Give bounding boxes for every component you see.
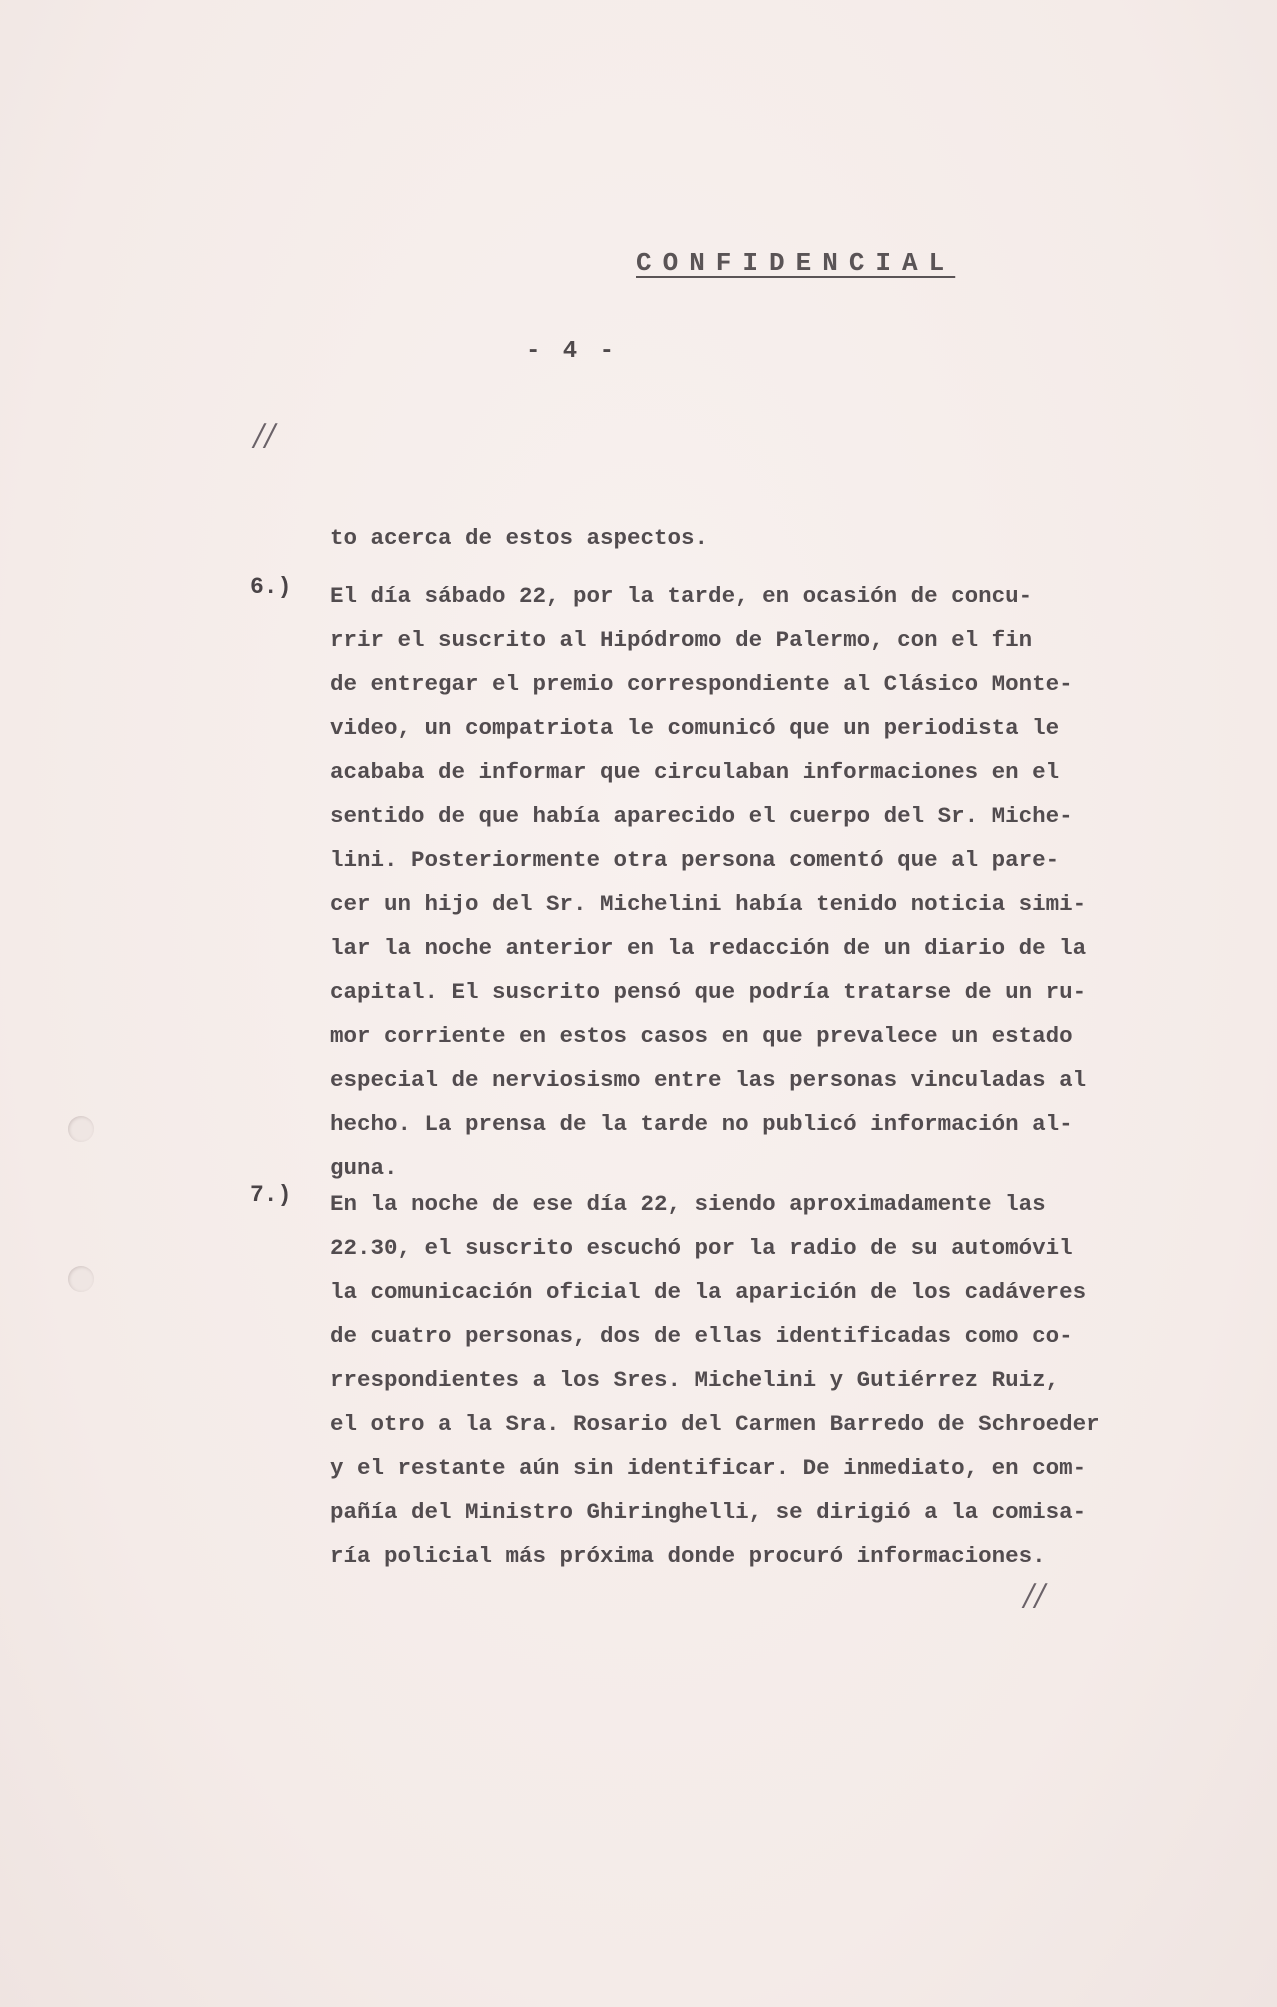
paragraph-number-7: 7.): [250, 1182, 292, 1208]
paragraph-number-6: 6.): [250, 574, 292, 600]
text-line: y el restante aún sin identificar. De inmediato, en com-: [330, 1455, 1087, 1481]
text-line: ría policial más próxima donde procuró informaciones.: [330, 1543, 1046, 1569]
text-line: la comunicación oficial de la aparición de los cadáveres: [330, 1279, 1087, 1305]
text-line: mor corriente en estos casos en que prevalece un estado: [330, 1023, 1073, 1049]
text-line: rrespondientes a los Sres. Michelini y Gutiérrez Ruiz,: [330, 1367, 1060, 1393]
text-line: el otro a la Sra. Rosario del Carmen Barredo de Schroeder: [330, 1411, 1100, 1437]
continuation-mark-bottom: //: [1024, 1578, 1047, 1613]
text-line: capital. El suscrito pensó que podría tratarse de un ru-: [330, 979, 1087, 1005]
continuation-mark-top: //: [254, 418, 277, 453]
punch-hole-lower: [68, 1266, 94, 1292]
text-line: de entregar el premio correspondiente al Clásico Monte-: [330, 671, 1073, 697]
continuation-line: [330, 516, 1150, 560]
text-line: pañía del Ministro Ghiringhelli, se dirigió a la comisa-: [330, 1499, 1087, 1525]
text-line: de cuatro personas, dos de ellas identificadas como co-: [330, 1323, 1073, 1349]
text-line: En la noche de ese día 22, siendo aproximadamente las: [330, 1191, 1046, 1217]
text-line: especial de nerviosismo entre las personas vinculadas al: [330, 1067, 1087, 1093]
text-line: lini. Posteriormente otra persona comentó que al pare-: [330, 847, 1060, 873]
paragraph-6: [330, 574, 1150, 1190]
page-number: - 4 -: [526, 338, 619, 365]
text-line: sentido de que había aparecido el cuerpo del Sr. Miche-: [330, 803, 1073, 829]
punch-hole-upper: [68, 1116, 94, 1142]
text-line: to acerca de estos aspectos.: [330, 525, 709, 551]
text-line: El día sábado 22, por la tarde, en ocasión de concu-: [330, 583, 1033, 609]
text-line: acababa de informar que circulaban informaciones en el: [330, 759, 1060, 785]
paragraph-7: [330, 1182, 1150, 1578]
text-line: 22.30, el suscrito escuchó por la radio de su automóvil: [330, 1235, 1073, 1261]
text-line: video, un compatriota le comunicó que un periodista le: [330, 715, 1060, 741]
text-line: lar la noche anterior en la redacción de un diario de la: [330, 935, 1087, 961]
text-line: cer un hijo del Sr. Michelini había tenido noticia simi-: [330, 891, 1087, 917]
classification-header: CONFIDENCIAL: [636, 248, 956, 278]
text-line: guna.: [330, 1155, 398, 1181]
text-line: hecho. La prensa de la tarde no publicó información al-: [330, 1111, 1073, 1137]
text-line: rrir el suscrito al Hipódromo de Palermo, con el fin: [330, 627, 1033, 653]
